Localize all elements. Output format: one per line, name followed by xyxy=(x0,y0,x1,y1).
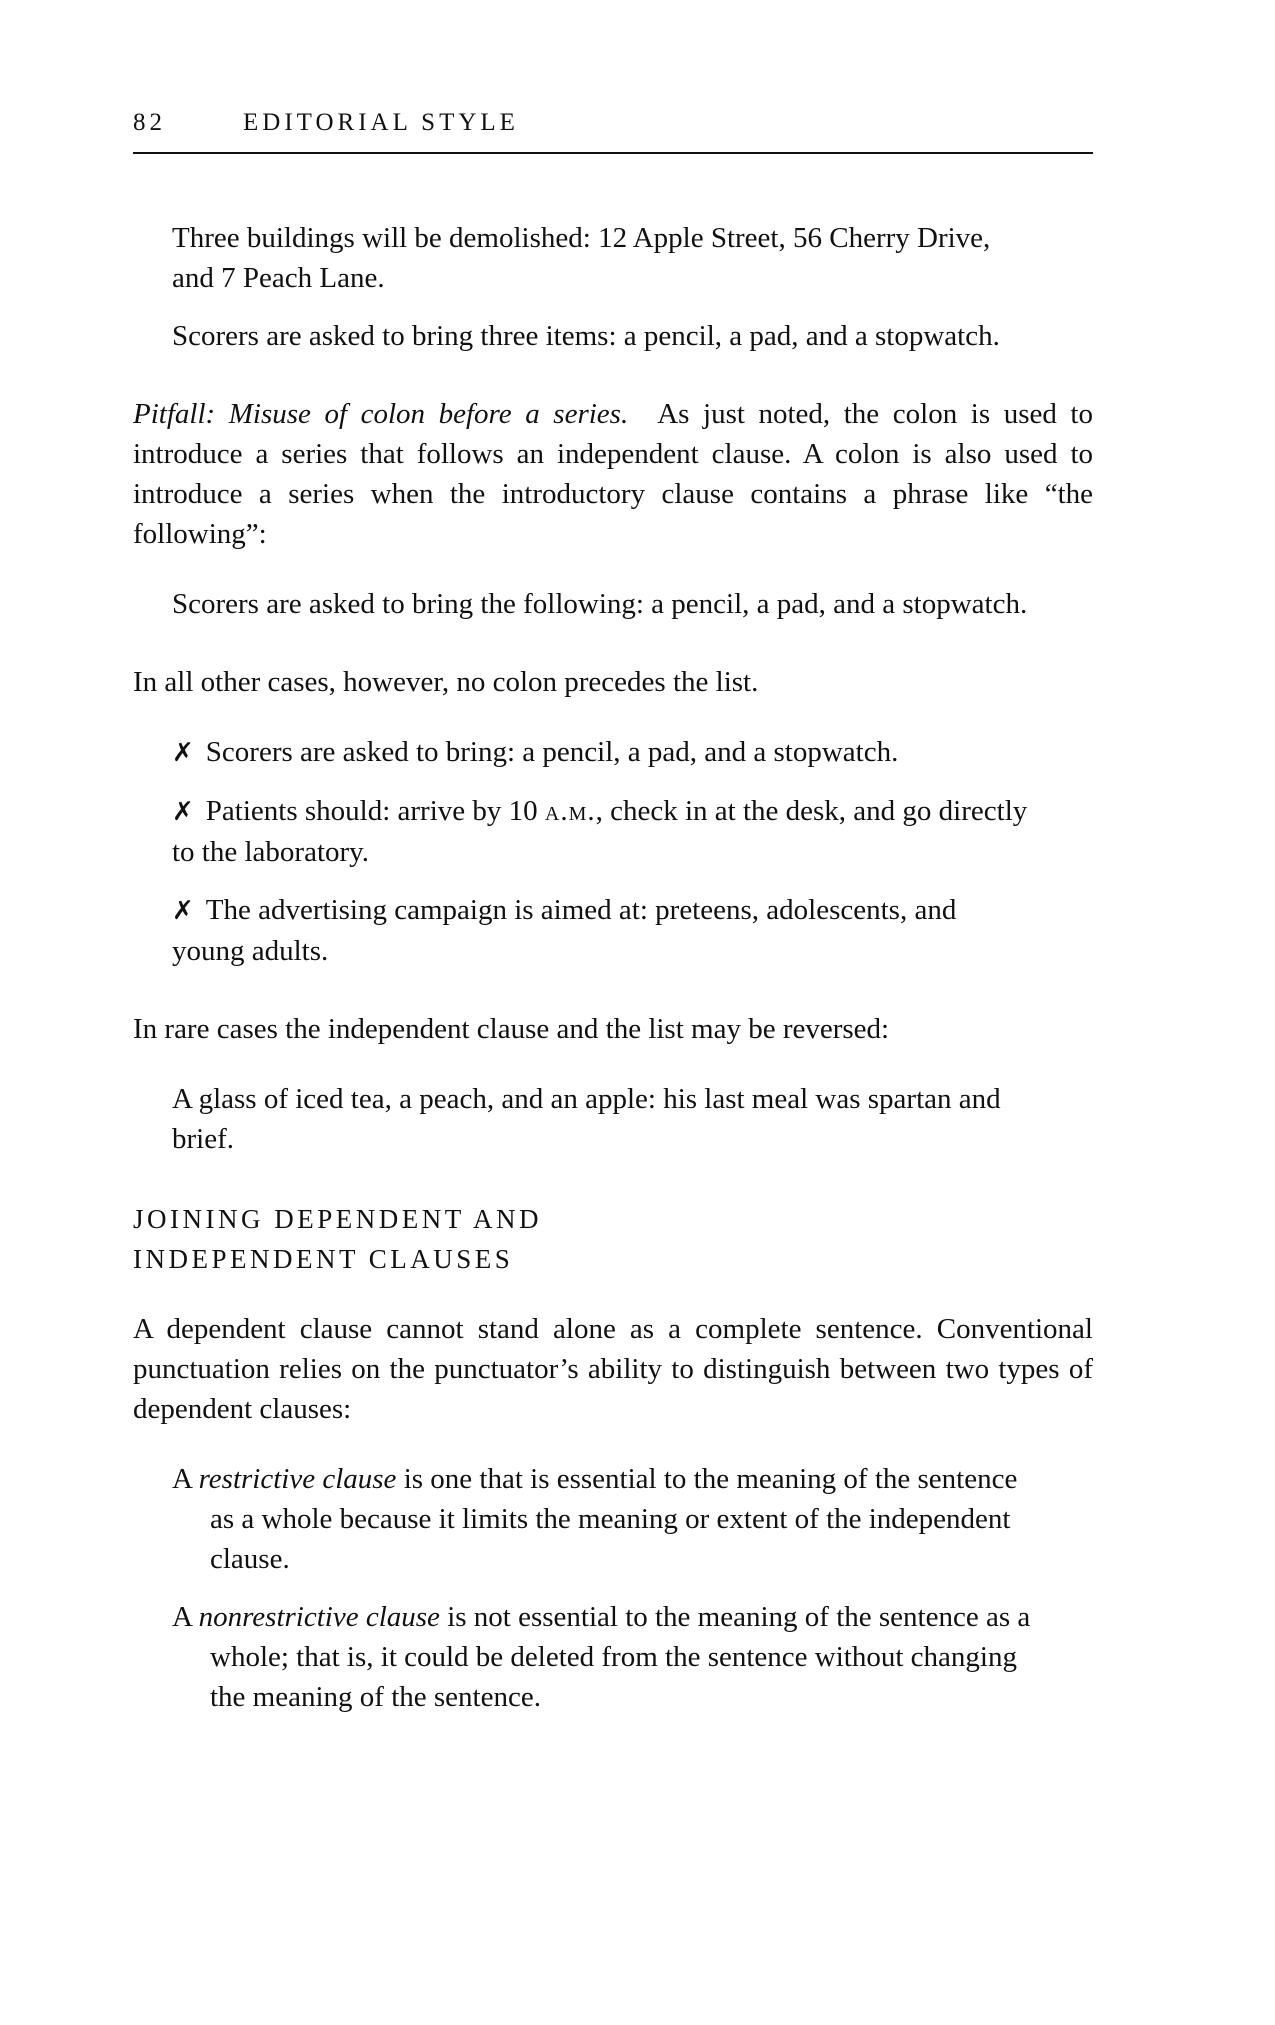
page-body xyxy=(133,218,1093,1717)
example-following: Scorers are asked to bring the following: a pencil, a pad, and a stopwatch. xyxy=(172,588,1028,620)
section-heading xyxy=(133,1199,1093,1279)
wrong-example-2: ✗ Patients should: arrive by 10 a.m., check in at the desk, and go directly to the laboratory. xyxy=(172,791,1032,872)
wrong-mark-icon: ✗ xyxy=(172,896,194,925)
no-colon-paragraph: In all other cases, however, no colon precedes the list. xyxy=(133,666,759,698)
example-three-items: Scorers are asked to bring three items: a pencil, a pad, and a stopwatch. xyxy=(172,320,1000,352)
header-rule xyxy=(133,152,1093,154)
pitfall-label: Pitfall: Misuse of colon before a series. xyxy=(133,398,629,430)
section-intro: A dependent clause cannot stand alone as a complete sentence. Conventional punctuation relies on the punctuator’s ability to distinguish between two types of dependent clauses: xyxy=(133,1313,1093,1425)
wrong-example-3: ✗ The advertising campaign is aimed at: preteens, adolescents, and young adults. xyxy=(172,890,1032,971)
wrong-example-1: ✗ Scorers are asked to bring: a pencil, a pad, and a stopwatch. xyxy=(172,732,1032,773)
section-heading-line-2: INDEPENDENT CLAUSES xyxy=(133,1244,514,1274)
page-number: 82 xyxy=(133,109,166,136)
term-restrictive-clause: restrictive clause xyxy=(198,1463,397,1495)
example-buildings: Three buildings will be demolished: 12 Apple Street, 56 Cherry Drive, and 7 Peach Lane. xyxy=(172,222,991,294)
definition-restrictive: A restrictive clause is one that is essential to the meaning of the sentence as a whole because it limits the meaning or extent of the independent clause. xyxy=(172,1463,1018,1575)
example-reversed: A glass of iced tea, a peach, and an apple: his last meal was spartan and brief. xyxy=(172,1083,1001,1155)
section-heading-line-1: JOINING DEPENDENT AND xyxy=(133,1204,542,1234)
book-page xyxy=(133,0,1093,2025)
pitfall-text: As just noted, the colon is used to introduce a series that follows an independent clause. A colon is also used to introduce a series when the introductory clause contains a phrase like “the following”: xyxy=(133,398,1093,550)
pitfall-paragraph xyxy=(133,394,1093,554)
definition-nonrestrictive: A nonrestrictive clause is not essential to the meaning of the sentence as a whole; that is, it could be deleted from the sentence without changing the meaning of the sentence. xyxy=(172,1601,1031,1713)
reversed-paragraph: In rare cases the independent clause and the list may be reversed: xyxy=(133,1013,890,1045)
time-am: a.m. xyxy=(544,795,596,827)
term-nonrestrictive-clause: nonrestrictive clause xyxy=(198,1601,440,1633)
running-head xyxy=(133,108,1093,138)
wrong-mark-icon: ✗ xyxy=(172,738,194,767)
running-title: EDITORIAL STYLE xyxy=(243,109,519,136)
wrong-mark-icon: ✗ xyxy=(172,797,194,826)
